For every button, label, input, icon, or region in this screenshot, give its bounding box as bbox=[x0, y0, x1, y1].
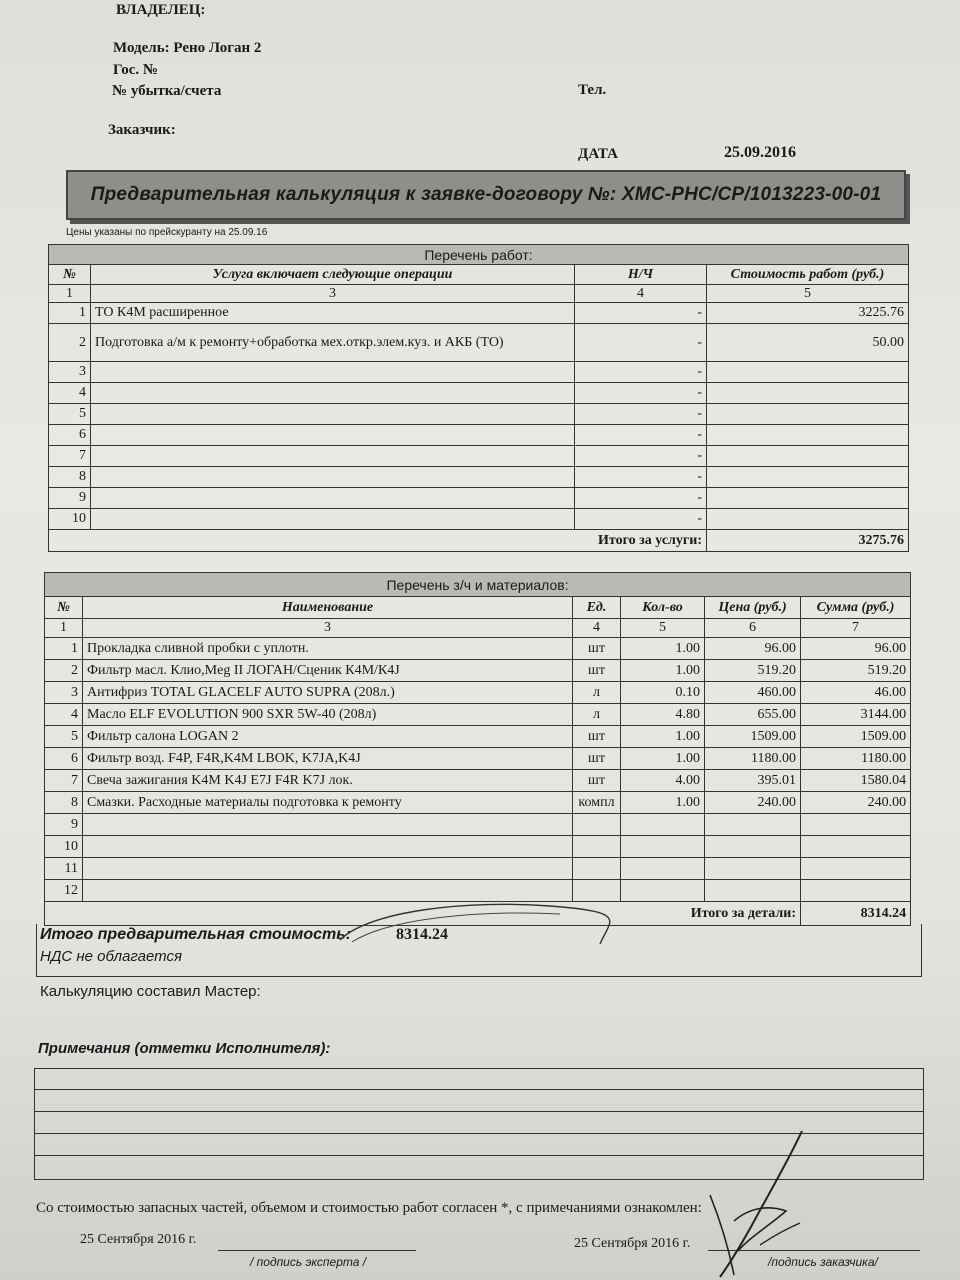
part-price bbox=[705, 880, 801, 902]
service-cost bbox=[707, 446, 909, 467]
service-nh: - bbox=[575, 467, 707, 488]
part-name: Масло ELF EVOLUTION 900 SXR 5W-40 (208л) bbox=[83, 704, 573, 726]
part-sum bbox=[801, 858, 911, 880]
table-row bbox=[45, 726, 911, 748]
col-number: 1 bbox=[45, 619, 83, 638]
row-num: 8 bbox=[49, 467, 91, 488]
part-sum bbox=[801, 880, 911, 902]
part-unit: шт bbox=[573, 660, 621, 682]
col-number: 1 bbox=[49, 285, 91, 303]
part-qty: 1.00 bbox=[621, 660, 705, 682]
customer-signature bbox=[690, 1125, 830, 1280]
table-row bbox=[45, 748, 911, 770]
table-row bbox=[49, 467, 909, 488]
part-price: 96.00 bbox=[705, 638, 801, 660]
row-num: 12 bbox=[45, 880, 83, 902]
parts-section-title: Перечень з/ч и материалов: bbox=[45, 573, 911, 597]
row-num: 5 bbox=[45, 726, 83, 748]
service-name bbox=[91, 362, 575, 383]
row-num: 9 bbox=[49, 488, 91, 509]
services-col-number-row bbox=[49, 285, 909, 303]
service-cost bbox=[707, 404, 909, 425]
part-qty bbox=[621, 814, 705, 836]
part-unit: компл bbox=[573, 792, 621, 814]
agreement-text: Со стоимостью запасных частей, объемом и стоимостью работ согласен *, с примечаниями ознакомлен: bbox=[36, 1200, 702, 1216]
service-cost bbox=[707, 362, 909, 383]
table-row bbox=[49, 446, 909, 467]
part-name bbox=[83, 836, 573, 858]
col-number: 3 bbox=[83, 619, 573, 638]
part-sum: 519.20 bbox=[801, 660, 911, 682]
part-name: Прокладка сливной пробки с уплотн. bbox=[83, 638, 573, 660]
document-title: Предварительная калькуляция к заявке-договору №: ХМС-РНС/СР/1013223-00-01 bbox=[90, 184, 882, 205]
part-sum: 3144.00 bbox=[801, 704, 911, 726]
model-label: Модель: bbox=[113, 40, 170, 56]
part-sum bbox=[801, 836, 911, 858]
notes-line bbox=[35, 1111, 923, 1112]
table-row bbox=[49, 362, 909, 383]
part-sum: 240.00 bbox=[801, 792, 911, 814]
table-row bbox=[45, 704, 911, 726]
service-nh: - bbox=[575, 404, 707, 425]
plate-label: Гос. № bbox=[113, 62, 158, 78]
customer-signature-label: /подпись заказчика/ bbox=[768, 1255, 878, 1269]
service-cost bbox=[707, 488, 909, 509]
part-sum: 46.00 bbox=[801, 682, 911, 704]
service-cost: 50.00 bbox=[707, 324, 909, 362]
part-qty: 4.00 bbox=[621, 770, 705, 792]
part-unit bbox=[573, 880, 621, 902]
part-qty: 1.00 bbox=[621, 792, 705, 814]
model-field bbox=[113, 40, 261, 57]
col-number: 6 bbox=[705, 619, 801, 638]
row-num: 10 bbox=[49, 509, 91, 530]
part-qty: 0.10 bbox=[621, 682, 705, 704]
row-num: 5 bbox=[49, 404, 91, 425]
service-name bbox=[91, 404, 575, 425]
handwritten-scribble bbox=[330, 900, 620, 960]
service-nh: - bbox=[575, 509, 707, 530]
services-total-label: Итого за услуги: bbox=[49, 530, 707, 552]
service-nh: - bbox=[575, 362, 707, 383]
row-num: 4 bbox=[45, 704, 83, 726]
prelim-total-label: Итого предварительная стоимость: bbox=[40, 926, 352, 943]
part-name bbox=[83, 814, 573, 836]
prelim-total-value: 8314.24 bbox=[396, 926, 448, 943]
row-num: 7 bbox=[45, 770, 83, 792]
services-section-title: Перечень работ: bbox=[49, 245, 909, 265]
services-table bbox=[48, 244, 909, 552]
service-name bbox=[91, 446, 575, 467]
part-price: 460.00 bbox=[705, 682, 801, 704]
row-num: 2 bbox=[45, 660, 83, 682]
part-sum: 1180.00 bbox=[801, 748, 911, 770]
table-row bbox=[49, 324, 909, 362]
col-number: 5 bbox=[707, 285, 909, 303]
part-price: 655.00 bbox=[705, 704, 801, 726]
row-num: 2 bbox=[49, 324, 91, 362]
part-sum bbox=[801, 814, 911, 836]
col-header-name: Наименование bbox=[83, 597, 573, 619]
part-qty bbox=[621, 880, 705, 902]
parts-total-label: Итого за детали: bbox=[45, 902, 801, 926]
service-name: ТО К4М расширенное bbox=[91, 303, 575, 324]
table-row bbox=[45, 682, 911, 704]
table-row bbox=[45, 770, 911, 792]
notes-label: Примечания (отметки Исполнителя): bbox=[38, 1040, 331, 1057]
part-price: 519.20 bbox=[705, 660, 801, 682]
col-header-sum: Сумма (руб.) bbox=[801, 597, 911, 619]
part-price bbox=[705, 814, 801, 836]
table-row bbox=[49, 303, 909, 324]
service-nh: - bbox=[575, 446, 707, 467]
part-name bbox=[83, 858, 573, 880]
part-price bbox=[705, 858, 801, 880]
services-section-title-row bbox=[49, 245, 909, 265]
part-unit: шт bbox=[573, 726, 621, 748]
service-cost: 3225.76 bbox=[707, 303, 909, 324]
part-name: Фильтр масл. Клио,Meg II ЛОГАН/Сценик К4М/К4J bbox=[83, 660, 573, 682]
table-row bbox=[49, 488, 909, 509]
row-num: 9 bbox=[45, 814, 83, 836]
col-header-num: № bbox=[45, 597, 83, 619]
parts-col-number-row bbox=[45, 619, 911, 638]
date-value: 25.09.2016 bbox=[724, 144, 796, 161]
part-unit: л bbox=[573, 704, 621, 726]
services-total-value: 3275.76 bbox=[707, 530, 909, 552]
service-name bbox=[91, 425, 575, 446]
service-nh: - bbox=[575, 383, 707, 404]
part-price: 240.00 bbox=[705, 792, 801, 814]
part-name: Фильтр салона LOGAN 2 bbox=[83, 726, 573, 748]
col-number: 4 bbox=[575, 285, 707, 303]
services-total-row bbox=[49, 530, 909, 552]
part-qty: 1.00 bbox=[621, 638, 705, 660]
table-row bbox=[45, 880, 911, 902]
part-unit bbox=[573, 858, 621, 880]
service-cost bbox=[707, 467, 909, 488]
service-nh: - bbox=[575, 303, 707, 324]
parts-table bbox=[44, 572, 911, 926]
row-num: 6 bbox=[45, 748, 83, 770]
parts-header-row bbox=[45, 597, 911, 619]
service-nh: - bbox=[575, 324, 707, 362]
service-name bbox=[91, 383, 575, 404]
claim-label: № убытка/счета bbox=[112, 83, 222, 99]
price-note: Цены указаны по прейскуранту на 25.09.16 bbox=[66, 227, 268, 238]
part-price: 1509.00 bbox=[705, 726, 801, 748]
col-number: 5 bbox=[621, 619, 705, 638]
service-cost bbox=[707, 509, 909, 530]
table-row bbox=[49, 425, 909, 446]
col-header-num: № bbox=[49, 265, 91, 285]
expert-signature-label: / подпись эксперта / bbox=[250, 1255, 367, 1269]
customer-label: Заказчик: bbox=[108, 122, 176, 138]
part-unit bbox=[573, 836, 621, 858]
row-num: 3 bbox=[49, 362, 91, 383]
model-value: Рено Логан 2 bbox=[173, 40, 262, 56]
row-num: 6 bbox=[49, 425, 91, 446]
col-header-service: Услуга включает следующие операции bbox=[91, 265, 575, 285]
part-sum: 96.00 bbox=[801, 638, 911, 660]
services-header-row bbox=[49, 265, 909, 285]
table-row bbox=[49, 509, 909, 530]
table-row bbox=[45, 814, 911, 836]
part-unit: шт bbox=[573, 638, 621, 660]
table-row bbox=[49, 404, 909, 425]
part-name bbox=[83, 880, 573, 902]
row-num: 8 bbox=[45, 792, 83, 814]
service-name bbox=[91, 509, 575, 530]
part-name: Фильтр возд. F4P, F4R,K4M LBOK, K7JA,K4J bbox=[83, 748, 573, 770]
row-num: 1 bbox=[45, 638, 83, 660]
parts-section-title-row bbox=[45, 573, 911, 597]
parts-total-value: 8314.24 bbox=[801, 902, 911, 926]
date-label: ДАТА bbox=[578, 146, 618, 162]
part-price: 1180.00 bbox=[705, 748, 801, 770]
col-header-qty: Кол-во bbox=[621, 597, 705, 619]
table-row bbox=[45, 836, 911, 858]
owner-label: ВЛАДЕЛЕЦ: bbox=[116, 2, 206, 18]
service-cost bbox=[707, 425, 909, 446]
document-title-bar bbox=[66, 170, 906, 220]
date-left: 25 Сентября 2016 г. bbox=[80, 1232, 197, 1247]
part-sum: 1580.04 bbox=[801, 770, 911, 792]
vat-note: НДС не облагается bbox=[40, 948, 182, 965]
col-number: 3 bbox=[91, 285, 575, 303]
row-num: 10 bbox=[45, 836, 83, 858]
table-row bbox=[49, 383, 909, 404]
compiled-by-label: Калькуляцию составил Мастер: bbox=[40, 983, 261, 1000]
part-qty: 1.00 bbox=[621, 748, 705, 770]
service-name: Подготовка а/м к ремонту+обработка мех.откр.элем.куз. и АКБ (ТО) bbox=[91, 324, 575, 362]
part-unit: шт bbox=[573, 770, 621, 792]
row-num: 4 bbox=[49, 383, 91, 404]
col-number: 4 bbox=[573, 619, 621, 638]
table-row bbox=[45, 660, 911, 682]
service-cost bbox=[707, 383, 909, 404]
part-name: Антифриз TOTAL GLACELF AUTO SUPRA (208л.) bbox=[83, 682, 573, 704]
part-qty bbox=[621, 858, 705, 880]
row-num: 11 bbox=[45, 858, 83, 880]
date-right: 25 Сентября 2016 г. bbox=[574, 1236, 691, 1251]
part-price bbox=[705, 836, 801, 858]
part-qty: 4.80 bbox=[621, 704, 705, 726]
part-qty bbox=[621, 836, 705, 858]
phone-label: Тел. bbox=[578, 82, 607, 98]
part-qty: 1.00 bbox=[621, 726, 705, 748]
col-number: 7 bbox=[801, 619, 911, 638]
service-name bbox=[91, 488, 575, 509]
table-row bbox=[45, 792, 911, 814]
col-header-cost: Стоимость работ (руб.) bbox=[707, 265, 909, 285]
service-name bbox=[91, 467, 575, 488]
row-num: 3 bbox=[45, 682, 83, 704]
table-row bbox=[45, 638, 911, 660]
service-nh: - bbox=[575, 488, 707, 509]
table-row bbox=[45, 858, 911, 880]
part-sum: 1509.00 bbox=[801, 726, 911, 748]
service-nh: - bbox=[575, 425, 707, 446]
part-name: Свеча зажигания K4M K4J E7J F4R K7J лок. bbox=[83, 770, 573, 792]
part-unit bbox=[573, 814, 621, 836]
col-header-nh: Н/Ч bbox=[575, 265, 707, 285]
part-unit: л bbox=[573, 682, 621, 704]
part-name: Смазки. Расходные материалы подготовка к ремонту bbox=[83, 792, 573, 814]
part-unit: шт bbox=[573, 748, 621, 770]
col-header-unit: Ед. bbox=[573, 597, 621, 619]
row-num: 7 bbox=[49, 446, 91, 467]
notes-line bbox=[35, 1089, 923, 1090]
row-num: 1 bbox=[49, 303, 91, 324]
col-header-price: Цена (руб.) bbox=[705, 597, 801, 619]
expert-signature-line bbox=[218, 1250, 416, 1251]
part-price: 395.01 bbox=[705, 770, 801, 792]
